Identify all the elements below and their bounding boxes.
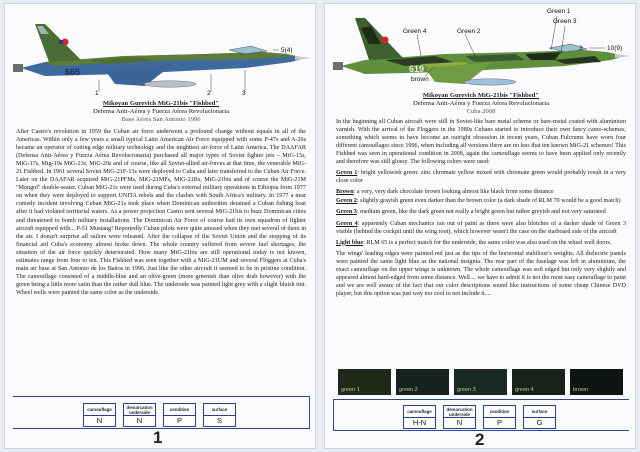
tag-camouflage: camouflage H-N — [403, 405, 436, 429]
mig21-camo-profile — [325, 4, 636, 104]
callout-3: 3 — [579, 45, 583, 52]
tag-surface: surface S — [203, 403, 236, 427]
callout-10-9: 10(9) — [607, 45, 623, 52]
caption-location: Cuba 2008 — [466, 108, 496, 115]
callout-green-4: Green 4 — [403, 28, 427, 35]
figure-caption — [325, 92, 636, 116]
closing-paragraph: The wings' leading edges were painted red just as the tips of the horizontal stabilizer's weights. All dielectric panels were painted the same light blue as the national insignia. The rear part of the fuselage was left in aluminium, the exact camouflage on the upper wings is unknown. The whole camouflage was soft edged but only very slightly and appeared almost hard-edged from some distance. Well.... we have to admit it is not the most easy camouflage to paint and we are well aware of the fact that our color descriptions sound like instructions of some cheap Chinese DVD player, but this option was just way too cool to not include it.... — [336, 250, 626, 297]
callout-green-1: Green 1 — [547, 8, 571, 15]
color-green-3: Green 3: medium green, like the dark green not really a bright green but rather greyish and not very saturated — [336, 209, 606, 216]
callout-green-3: Green 3 — [553, 18, 577, 25]
tag-surface: surface G — [523, 405, 556, 429]
callout-3: 3 — [242, 90, 246, 97]
tail-number: 665 — [65, 67, 81, 77]
intro-paragraph: In the beginning all Cuban aircraft were still in Soviet-like bare metal scheme or bare-metal coated with aluminium varnish. With the arrival of the Floggers in the 1980s Cubans started to introduce their own fancy camo-schemes, something which seems to have become an outright obsession in recent years, Cuban Fulcrums have worn four different camouflages since 1996, when including all versions there are no less that ten known MiG-21 schemes! This Fishbed was seen in operational condition in 2008, again the camouflage seems to have been applied only recently and therefore was still glossy. The following colors were used: — [336, 119, 626, 166]
caption-location: Base Aérea San Antonio 1996 — [121, 116, 201, 123]
caption-unit: Defensa Anti-Aérea y Fuerza Aérea Revolucionaria — [412, 100, 550, 107]
tag-demarcation: demarcation underside N — [443, 405, 476, 429]
caption-title: Mikoyan Gurevich MiG-21bis "Fishbed" — [422, 92, 540, 99]
color-brown: Brown: a very, very dark chocolate brown looking almost like black from some distance — [336, 189, 554, 196]
history-text: After Castro's revolution in 1959 the Cuban air force underwent a profound change without equals in all of the Americas. Within only a few years a small typical Latin American Air Force equipped with some P-47s and A-26s became an operator of cutting edge military technology and the mightiest air-force of Latin America. The DAAFAR (Defensa Anti-Aérea y Fuerza Aérea Revolucionaria) purchased all major types of Soviet fighter jets – MiG-15s, MiG-17s, Mig-19s MiG-23s, MiG-29s and of course, like all Soviet-allied air-forces at that time, the venerable MiG-21 Fishbed. In 1961 several Soviet MiG-21F-13s were deployed to Cuba and later transferred to the Cuban Air Force. Later on the DAAFAR acquired MiG-21PFMs, MiG-21MFs, MiG-21Rs, MiG-21bis and of course the MiG-21M "Mongol" double-seater. Cuban MiG-21s were used during Cuba's external military operations in Ethiopia from 1977 on when they were deployed to support UNITA rebels and the clashes with South Africa's military. In 1977 a near comedy incident involving Cuban MiG-21s took place when Dominican authorities detained a Cuban fishing boat after it had violated territorial waters. As a power projection Castro sent several MiG-21bis to buzz Dominican cities and threatened to bomb military installations. The Dominican Air Force of course had its own squadron of fighter aircraft equipped with... P-51 Mustang! Reportedly Cuban pilots were quite amused when they met several of them in the air. I doesn't surprise all sailors were released. After the collapse of the Soviet Union and the stopping of its financial aid Cuba's economy almost broke down. The whole country suffered from severe fuel shortages, the situation of the air force quickly deteriorated. How many MiG-21bis are still operational today is not known, estimates range from four to ten. This Fishbed was seen together with a MiG-21UM and several Floggers at Cuba's main air base at San Antonio de los Baños in 1996. Just like the other aircraft it seemed to be in pristine condition. The camouflage consisted of a middle-blue and an olive-green (more greenish than olive drab however) with the green being a little more satin than the rather dull blue. The underside was painted light grey with a slight bluish tint. Wheel wells were painted the same color as the underside. — [16, 129, 306, 296]
page-2 — [324, 3, 636, 449]
callout-1: 1 — [95, 90, 99, 97]
color-green-4: Green 4: apparently Cuban mechanics ran out of paint as there were also blotches of a darker shade of Green 3 visible (behind the cockpit until the wing root), which however wasn't the case on the starboard side of the aircraft — [336, 220, 626, 235]
mig21-blue-green-profile — [5, 4, 316, 104]
tag-condition: condition P — [163, 403, 196, 427]
figure-caption — [5, 100, 316, 124]
scheme-text — [336, 118, 626, 301]
tail-number: 619 — [409, 64, 425, 74]
callout-2: 2 — [207, 90, 211, 97]
page-1 — [4, 3, 316, 449]
swatch-brown: brown — [570, 369, 623, 395]
color-green-1: Green 1: bright yellowish green: zinc chromate yellow mixed with chromate green would probably result in a very close color — [336, 170, 626, 185]
tag-condition: condition P — [483, 405, 516, 429]
color-green-2: Green 2: slightly grayish green even darker than the brown color (a dark shade of RLM 70 would be a good match) — [336, 198, 621, 205]
callout-green-2: Green 2 — [457, 28, 481, 35]
tag-camouflage: camouflage N — [83, 403, 116, 427]
callout-5-4: 5(4) — [281, 47, 293, 54]
swatch-green-2: green 2 — [396, 369, 449, 395]
swatch-green-3: green 3 — [454, 369, 507, 395]
tag-demarcation: demarcation underside N — [123, 403, 156, 427]
swatch-green-4: green 4 — [512, 369, 565, 395]
swatch-green-1: green 1 — [338, 369, 391, 395]
page-number: 1 — [153, 428, 163, 447]
page-number: 2 — [475, 430, 485, 449]
color-light-blue: Light blue: RLM 65 is a perfect match for the underside, the same color was also used on the wheel well doors. — [336, 239, 612, 246]
caption-unit: Defensa Anti-Aérea y Fuerza Aérea Revolucionaria — [92, 108, 230, 115]
caption-title: Mikoyan Gurevich MiG-21bis "Fishbed" — [102, 100, 220, 107]
callout-brown: brown — [411, 76, 429, 83]
